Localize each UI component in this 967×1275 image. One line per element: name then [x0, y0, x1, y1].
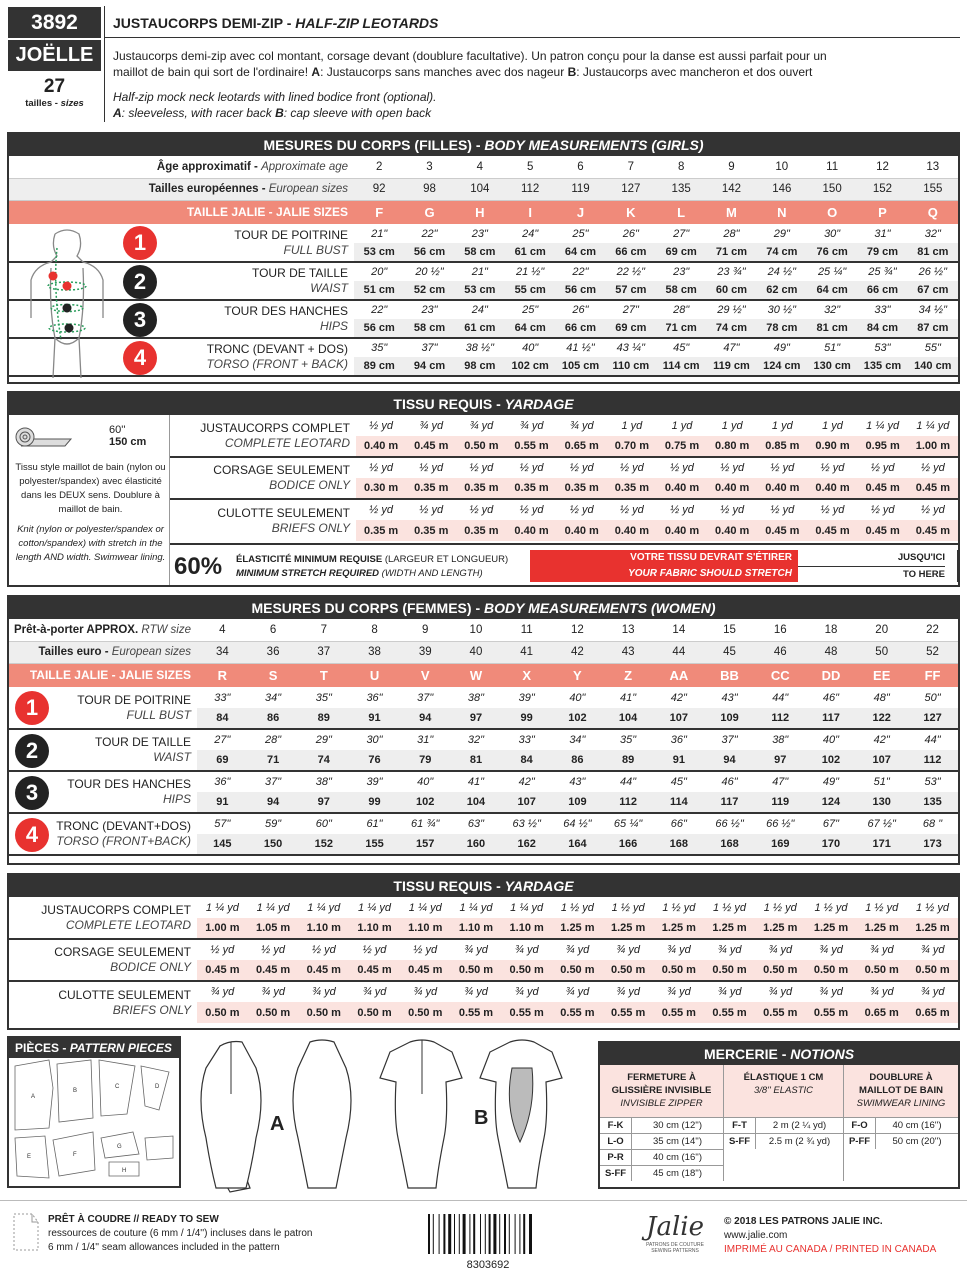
- girls-measurements-title: MESURES DU CORPS (FILLES) - BODY MEASUREMENTS (GIRLS): [9, 134, 958, 156]
- svg-text:E: E: [27, 1154, 32, 1160]
- women-yardage-title: TISSU REQUIS - YARDAGE: [9, 875, 958, 897]
- barcode-bar: [459, 1214, 460, 1254]
- measure-row-cm: 53 cm 56 cm 58 cm 61 cm 64 cm 66 cm 69 cm 71 cm 74 cm 76 cm 79 cm 81 cm: [9, 243, 958, 262]
- size-cell: 98: [404, 178, 454, 200]
- barcode-bar: [433, 1214, 434, 1254]
- measure-row: 3 TOUR DES HANCHES HIPS 22" 23" 24" 25" 26" 27" 28" 29 ½" 30 ½" 32" 33" 34 ½": [9, 300, 958, 319]
- notion-row: L-O 35 cm (14''): [600, 1133, 723, 1149]
- size-cell: 92: [354, 178, 404, 200]
- barcode-bar: [448, 1214, 451, 1254]
- barcode-bars: [426, 1214, 550, 1256]
- notion-row: F-K 30 cm (12''): [600, 1117, 723, 1133]
- measure-row-cm: 56 cm 58 cm 61 cm 64 cm 66 cm 69 cm 71 cm 74 cm 78 cm 81 cm 84 cm 87 cm: [9, 319, 958, 338]
- barcode-number: 8303692: [466, 1259, 510, 1271]
- pattern-pieces-diagram: [9, 1058, 179, 1184]
- notion-row: F-O 40 cm (16''): [844, 1117, 958, 1133]
- notions-box: [598, 1041, 960, 1189]
- yardage-row: JUSTAUCORPS COMPLET COMPLETE LEOTARD ½ yd ¾ yd ¾ yd ¾ yd ¾ yd 1 yd 1 yd 1 yd 1 yd 1 yd 1 ¼ yd 1 ¼ yd: [200, 419, 950, 450]
- rtw-size-row: Prêt-à-porter APPROX. RTW size 4 6 7 8 9 10 11 12 13 14 15 16 18 20 22: [9, 619, 958, 641]
- size-cell: 142: [706, 178, 756, 200]
- pattern-id-block: [8, 7, 101, 109]
- women-measurements-box: [7, 595, 960, 865]
- fabric-width-in: 60'': [109, 424, 126, 436]
- measure-row-cm: 84 86 89 91 94 97 99 102 104 107 109 112 117 122 127: [9, 708, 958, 729]
- barcode-bar: [489, 1214, 491, 1254]
- notion-header: ÉLASTIQUE 1 CM 3/8'' ELASTIC: [724, 1065, 843, 1117]
- leotard-views: [190, 1038, 590, 1198]
- notion-header: FERMETURE À GLISSIÈRE INVISIBLE INVISIBLE ZIPPER: [600, 1065, 723, 1117]
- fabric-width-cm: 150 cm: [109, 436, 147, 448]
- view-b-label: B: [474, 1107, 489, 1129]
- size-cell: 4: [476, 160, 484, 173]
- barcode: [426, 1214, 550, 1271]
- size-cell: 11: [826, 160, 839, 173]
- notion-header: DOUBLURE À MAILLOT DE BAIN SWIMWEAR LINING: [844, 1065, 958, 1117]
- measure-row: 2 TOUR DE TAILLE WAIST 27" 28" 29" 30" 31" 32" 33" 34" 35" 36" 37" 38" 40" 42" 44": [9, 729, 958, 750]
- barcode-bar: [473, 1214, 475, 1254]
- women-size-table: [9, 619, 958, 856]
- notion-row: F-T 2 m (2 ¼ yd): [724, 1117, 843, 1133]
- fabric-info: [13, 421, 168, 565]
- euro-size-row: Tailles européennes - European sizes 92 98 104 112 119 127 135 142 146 150 152 155: [9, 178, 958, 200]
- barcode-bar: [463, 1214, 466, 1254]
- barcode-bar: [499, 1214, 500, 1254]
- fabric-desc-fr: Tissu style maillot de bain (nylon ou polyester/spandex) avec élasticité dans les DEUX sens. Doublure à maillot de bain.: [15, 462, 166, 515]
- fabric-roll-icon: [13, 421, 73, 451]
- barcode-bar: [428, 1214, 430, 1254]
- measure-number-badge: 4: [15, 818, 49, 852]
- measure-row-cm: 51 cm 52 cm 53 cm 55 cm 56 cm 57 cm 58 cm 60 cm 62 cm 64 cm 66 cm 67 cm: [9, 281, 958, 300]
- size-cell: 152: [857, 178, 907, 200]
- jalie-size-cell: H: [455, 200, 505, 224]
- svg-text:H: H: [122, 1168, 127, 1174]
- pattern-number: 3892: [8, 7, 101, 38]
- yardage-row-metric: 0.45 m 0.45 m 0.45 m 0.45 m 0.45 m 0.50 m 0.50 m 0.50 m 0.50 m 0.50 m 0.50 m 0.50 m 0.50 m 0.50 m 0.50 m: [9, 960, 958, 981]
- yardage-row-metric: 1.00 m 1.05 m 1.10 m 1.10 m 1.10 m 1.10 m 1.10 m 1.25 m 1.25 m 1.25 m 1.25 m 1.25 m 1.25 m 1.25 m 1.25 m: [9, 918, 958, 939]
- barcode-bar: [509, 1214, 510, 1254]
- age-row: Âge approximatif - Approximate age 2 3 4 5 6 7 8 9 10 11 12 13: [9, 156, 958, 178]
- size-cell: 9: [728, 160, 735, 173]
- measure-row: 4 TRONC (DEVANT+DOS) TORSO (FRONT+BACK) 57" 59" 60" 61" 61 ¾" 63" 63 ½" 64 ½" 65 ¼" 66" 66 ½" 66 ½" 67" 67 ½" 68 ": [9, 813, 958, 834]
- size-cell: 10: [775, 160, 789, 173]
- svg-text:F: F: [73, 1152, 77, 1158]
- size-cell: 5: [526, 160, 534, 173]
- view-a-label: A: [270, 1113, 285, 1135]
- pattern-name: JOËLLE: [8, 40, 101, 71]
- ready-to-sew: PRÊT À COUDRE // READY TO SEW ressources de couture (6 mm / 1/4'') incluses dans le patron 6 mm / 1/4'' seam allowances included in the pattern: [48, 1214, 313, 1253]
- size-cell: 7: [627, 160, 635, 173]
- jalie-size-cell: M: [706, 200, 756, 224]
- yardage-row-metric: 0.50 m 0.50 m 0.50 m 0.50 m 0.50 m 0.55 m 0.55 m 0.55 m 0.55 m 0.55 m 0.55 m 0.55 m 0.55 m 0.65 m 0.65 m: [9, 1002, 958, 1023]
- women-yardage-box: [7, 873, 960, 1030]
- women-yardage-table: [9, 897, 958, 1023]
- barcode-bar: [469, 1214, 470, 1254]
- body-figure-girl: [17, 228, 117, 378]
- description-en: Half-zip mock neck leotards with lined bodice front (optional). A: sleeveless, with racer back B: cap sleeve with open back: [113, 90, 437, 120]
- jalie-size-row: TAILLE JALIE - JALIE SIZES R S T U V W X Y Z AA BB CC DD EE FF: [9, 663, 958, 687]
- barcode-bar: [529, 1214, 532, 1254]
- measure-number-badge: 1: [15, 691, 49, 725]
- notion-column: [600, 1065, 724, 1181]
- barcode-bar: [454, 1214, 455, 1254]
- measure-number-badge: 3: [123, 303, 157, 337]
- measure-row-cm: 91 94 97 99 102 104 107 109 112 114 117 119 124 130 135: [9, 792, 958, 813]
- jalie-size-cell: N: [757, 200, 807, 224]
- jalie-size-cell: L: [656, 200, 706, 224]
- barcode-bar: [493, 1214, 496, 1254]
- girls-yardage-table: [170, 415, 958, 541]
- measure-row-cm: 89 cm 94 cm 98 cm 102 cm 105 cm 110 cm 114 cm 119 cm 124 cm 130 cm 135 cm 140 cm: [9, 357, 958, 376]
- jalie-size-cell: G: [404, 200, 454, 224]
- size-cell: 135: [656, 178, 706, 200]
- size-cell: 12: [876, 160, 889, 173]
- measure-row: 4 TRONC (DEVANT + DOS) TORSO (FRONT + BACK) 35" 37" 38 ½" 40" 41 ½" 43 ¼" 45" 47" 49" 51" 53" 55": [9, 338, 958, 357]
- notions-columns: [600, 1065, 958, 1181]
- size-cell: 112: [505, 178, 555, 200]
- measure-number-badge: 2: [15, 734, 49, 768]
- barcode-bar: [504, 1214, 506, 1254]
- stretch-bar: VOTRE TISSU DEVRAIT S'ÉTIRER YOUR FABRIC SHOULD STRETCH: [530, 550, 798, 582]
- jalie-size-row: TAILLE JALIE - JALIE SIZES F G H I J K L M N O P Q: [9, 200, 958, 224]
- yardage-row-metric: 0.35 m 0.35 m 0.35 m 0.40 m 0.40 m 0.40 m 0.40 m 0.40 m 0.45 m 0.45 m 0.45 m 0.45 m: [170, 520, 958, 541]
- size-cell: 8: [677, 160, 685, 173]
- size-cell: 150: [807, 178, 857, 200]
- measure-number-badge: 1: [123, 226, 157, 260]
- pattern-pieces-title: PIÈCES - PATTERN PIECES: [9, 1038, 179, 1058]
- notion-row: S-FF 45 cm (18''): [600, 1165, 723, 1181]
- yardage-row: CORSAGE SEULEMENT BODICE ONLY ½ yd ½ yd ½ yd ½ yd ½ yd ¾ yd ¾ yd ¾ yd ¾ yd ¾ yd ¾ yd ¾ yd ¾ yd ¾ yd ¾ yd: [54, 944, 945, 974]
- yardage-row-metric: 0.40 m 0.45 m 0.50 m 0.55 m 0.65 m 0.70 m 0.75 m 0.80 m 0.85 m 0.90 m 0.95 m 1.00 m: [170, 436, 958, 457]
- description-fr: Justaucorps demi-zip avec col montant, corsage devant (doublure facultative). Un patron conçu pour la danse est aussi parfait pour un maillot de bain qui sort de l'ordinaire! A: Justaucorps sans manches avec dos nageur B: Justaucorps avec mancheron et dos ouvert: [113, 49, 827, 79]
- size-cell: 6: [577, 160, 584, 173]
- copyright-block: © 2018 LES PATRONS JALIE INC. www.jalie.com IMPRIMÉ AU CANADA / PRINTED IN CANADA: [724, 1216, 937, 1255]
- measure-row: 1 TOUR DE POITRINE FULL BUST 21" 22" 23" 24" 25" 26" 27" 28" 29" 30" 31" 32": [9, 224, 958, 243]
- notion-row: P-FF 50 cm (20''): [844, 1133, 958, 1149]
- ready-to-sew-icon: [10, 1212, 42, 1252]
- yardage-row: CULOTTE SEULEMENT BRIEFS ONLY ½ yd ½ yd ½ yd ½ yd ½ yd ½ yd ½ yd ½ yd ½ yd ½ yd ½ yd ½ yd: [217, 504, 945, 535]
- girls-size-table: [9, 156, 958, 377]
- jalie-size-cell: J: [555, 200, 605, 224]
- size-count: 27: [43, 76, 66, 97]
- euro-size-row: Tailles euro - European sizes 34 36 37 38 39 40 41 42 43 44 45 46 48 50 52: [9, 641, 958, 663]
- jalie-size-cell: I: [505, 200, 555, 224]
- measure-row-cm: 145 150 152 155 157 160 162 164 166 168 168 169 170 171 173: [9, 834, 958, 855]
- jalie-logo: Jalie PATRONS DE COUTURE SEWING PATTERNS: [646, 1212, 704, 1254]
- svg-text:B: B: [73, 1088, 78, 1094]
- header-divider: [104, 6, 105, 122]
- barcode-bar: [439, 1214, 440, 1254]
- size-count-label: tailles - sizes: [25, 98, 84, 109]
- notion-row: S-FF 2.5 m (2 ¾ yd): [724, 1133, 843, 1149]
- measure-number-badge: 3: [15, 776, 49, 810]
- size-cell: 146: [757, 178, 807, 200]
- yardage-row-metric: 0.30 m 0.35 m 0.35 m 0.35 m 0.35 m 0.35 m 0.40 m 0.40 m 0.40 m 0.40 m 0.45 m 0.45 m: [170, 478, 958, 499]
- measure-row: 2 TOUR DE TAILLE WAIST 20" 20 ½" 21" 21 ½" 22" 22 ½" 23" 23 ¾" 24 ½" 25 ¼" 25 ¾" 26 ½": [9, 262, 958, 281]
- pattern-pieces-box: [7, 1036, 181, 1188]
- size-cell: 13: [926, 160, 940, 173]
- fabric-desc-en: Knit (nylon or polyester/spandex or cotton/spandex) with stretch in the length AND width. Swimwear lining.: [15, 524, 166, 563]
- notion-column: [844, 1065, 958, 1181]
- measure-number-badge: 4: [123, 341, 157, 375]
- stretch-row: [170, 543, 958, 585]
- barcode-bar: [485, 1214, 486, 1254]
- measure-row: 1 TOUR DE POITRINE FULL BUST 33" 34" 35" 36" 37" 38" 39" 40" 41" 42" 43" 44" 46" 48" 50": [9, 687, 958, 708]
- size-cell: 2: [375, 160, 383, 173]
- girls-measurements-box: [7, 132, 960, 384]
- girls-yardage-title: TISSU REQUIS - YARDAGE: [9, 393, 958, 415]
- yardage-row: CULOTTE SEULEMENT BRIEFS ONLY ¾ yd ¾ yd ¾ yd ¾ yd ¾ yd ¾ yd ¾ yd ¾ yd ¾ yd ¾ yd ¾ yd ¾ yd ¾ yd ¾ yd ¾ yd: [58, 986, 945, 1017]
- notions-title: MERCERIE - NOTIONS: [600, 1043, 958, 1065]
- stretch-percent: 60%: [174, 553, 223, 580]
- girls-yardage-box: [7, 391, 960, 587]
- svg-text:C: C: [115, 1084, 120, 1090]
- size-cell: 3: [426, 160, 433, 173]
- notion-column: [724, 1065, 844, 1181]
- title-rule: [104, 37, 960, 38]
- measure-row: 3 TOUR DES HANCHES HIPS 36" 37" 38" 39" 40" 41" 42" 43" 44" 45" 46" 47" 49" 51" 53": [9, 771, 958, 792]
- size-cell: 119: [555, 178, 605, 200]
- website-link[interactable]: www.jalie.com: [724, 1230, 788, 1241]
- women-measurements-title: MESURES DU CORPS (FEMMES) - BODY MEASUREMENTS (WOMEN): [9, 597, 958, 619]
- yardage-row: JUSTAUCORPS COMPLET COMPLETE LEOTARD 1 ¼ yd 1 ¼ yd 1 ¼ yd 1 ¼ yd 1 ¼ yd 1 ¼ yd 1 ¼ yd 1 ½ yd 1 ½ yd 1 ½ yd 1 ½ yd 1 ½ yd 1 ½ yd 1 ½ yd 1 ½ yd: [41, 901, 950, 932]
- barcode-bar: [443, 1214, 445, 1254]
- size-cell: 127: [606, 178, 656, 200]
- jalie-size-cell: O: [807, 200, 857, 224]
- jalie-size-cell: P: [857, 200, 907, 224]
- size-cell: 104: [455, 178, 505, 200]
- stretch-text: ÉLASTICITÉ MINIMUM REQUISE (LARGEUR ET LONGUEUR) MINIMUM STRETCH REQUIRED (WIDTH AND LENGTH): [236, 554, 509, 579]
- jalie-size-cell: K: [606, 200, 656, 224]
- pattern-title: JUSTAUCORPS DEMI-ZIP - HALF-ZIP LEOTARDS: [113, 15, 439, 31]
- notion-row: P-R 40 cm (16''): [600, 1149, 723, 1165]
- barcode-bar: [515, 1214, 516, 1254]
- svg-text:G: G: [117, 1144, 122, 1150]
- barcode-bar: [523, 1214, 525, 1254]
- measure-row-cm: 69 71 74 76 79 81 84 86 89 91 94 97 102 107 112: [9, 750, 958, 771]
- jalie-size-cell: Q: [908, 200, 958, 224]
- stretch-end: JUSQU'ICI TO HERE: [798, 550, 958, 582]
- barcode-bar: [519, 1214, 520, 1254]
- yardage-row: CORSAGE SEULEMENT BODICE ONLY ½ yd ½ yd ½ yd ½ yd ½ yd ½ yd ½ yd ½ yd ½ yd ½ yd ½ yd ½ yd: [213, 462, 945, 492]
- measure-number-badge: 2: [123, 265, 157, 299]
- svg-text:D: D: [155, 1084, 160, 1090]
- barcode-bar: [480, 1214, 481, 1254]
- jalie-size-cell: F: [354, 200, 404, 224]
- svg-text:A: A: [31, 1094, 36, 1100]
- size-cell: 155: [908, 178, 958, 200]
